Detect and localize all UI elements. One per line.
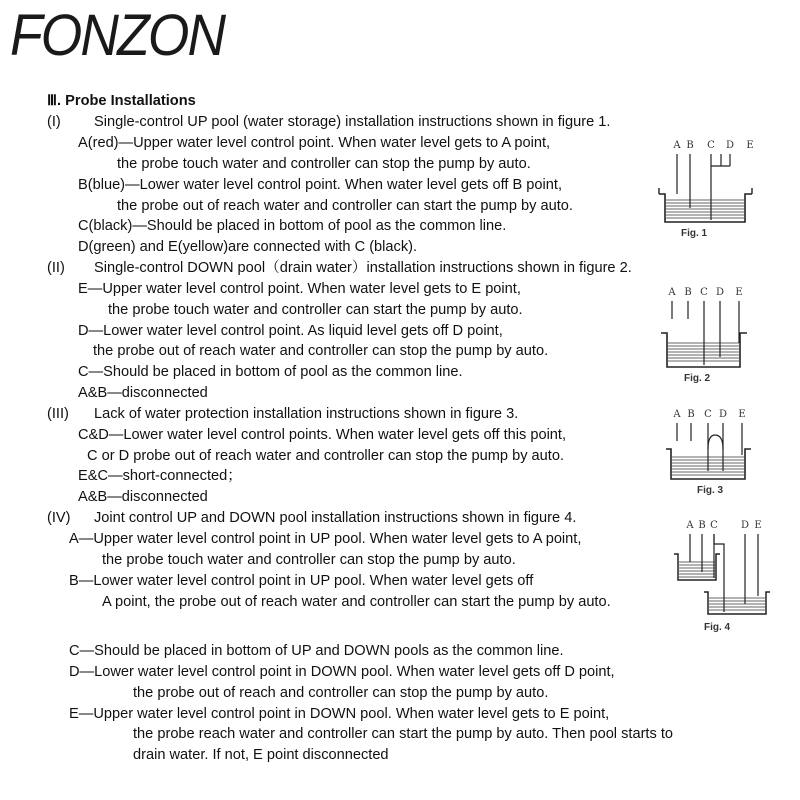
figure-4 (668, 516, 778, 636)
text-line: C or D probe out of reach water and controller can stop the pump by auto. (87, 448, 564, 464)
probe-label: A (673, 409, 681, 420)
text-line: the probe touch water and controller can stop the pump by auto. (102, 552, 516, 568)
down-water-lines (709, 598, 765, 610)
text-line: D—Lower water level control point in DOWN pool. When water level gets off D point, (69, 664, 615, 680)
text-line: B—Lower water level control point in UP pool. When water level gets off (69, 573, 534, 589)
text-line: the probe touch water and controller can start the pump by auto. (108, 302, 523, 318)
text-line: the probe out of reach water and controller can stop the pump by auto. (93, 343, 549, 359)
probe-label: E (754, 520, 762, 531)
probe-label: E (738, 409, 746, 420)
probes (672, 301, 739, 365)
section-number: (III) (47, 406, 69, 422)
probes (677, 154, 730, 220)
text-line: A&B—disconnected (78, 489, 208, 505)
section-number: (II) (47, 260, 65, 276)
section-number: (I) (47, 114, 61, 130)
figure-caption: Fig. 2 (684, 373, 711, 384)
text-line: the probe out of reach and controller can stop the pump by auto. (133, 685, 549, 701)
text-line: E&C—short-connected； (78, 468, 242, 484)
text-line: A&B—disconnected (78, 385, 208, 401)
probe-label: E (735, 287, 743, 298)
text-line: E—Upper water level control point in DOWN pool. When water level gets to E point, (69, 706, 610, 722)
text-line: C(black)—Should be placed in bottom of pool as the common line. (78, 218, 507, 234)
figure-1 (655, 136, 765, 242)
probes (690, 534, 758, 612)
text-line: C&D—Lower water level control points. When water level gets off this point, (78, 427, 567, 443)
text-line: the probe out of reach water and controller can start the pump by auto. (117, 198, 573, 214)
text-line: B(blue)—Lower water level control point. When water level gets off B point, (78, 177, 562, 193)
text-line: drain water. If not, E point disconnected (133, 747, 389, 763)
section-heading: Joint control UP and DOWN pool installation instructions shown in figure 4. (94, 510, 577, 526)
figure-caption: Fig. 1 (681, 228, 708, 239)
section-heading: Single-control UP pool (water storage) installation instructions shown in figure 1. (94, 114, 611, 130)
probe-label: D (715, 287, 725, 298)
text-line: A point, the probe out of reach water and controller can start the pump by auto. (102, 594, 611, 610)
probe-label: D (725, 140, 735, 151)
probe-label: C (704, 409, 712, 420)
probe-label: C (710, 520, 718, 531)
brand-logo: FONZON (10, 3, 225, 68)
text-line: A—Upper water level control point in UP pool. When water level gets to A point, (69, 531, 582, 547)
probe-label: B (686, 140, 694, 151)
figure-2 (660, 283, 760, 389)
section-number: (IV) (47, 510, 71, 526)
probe-label: A (686, 520, 694, 531)
section-heading: Single-control DOWN pool（drain water）installation instructions shown in figure 2. (94, 260, 632, 276)
probe-label: C (707, 140, 715, 151)
section-title: Ⅲ. Probe Installations (47, 93, 196, 109)
probe-label: C (700, 287, 708, 298)
down-pool-outline (704, 592, 770, 614)
tank-rim (659, 188, 752, 194)
up-water-lines (679, 562, 715, 577)
probe-label: D (740, 520, 750, 531)
text-line: the probe reach water and controller can start the pump by auto. Then pool starts to (133, 726, 674, 742)
figure-3 (665, 405, 765, 501)
probe-label: A (673, 140, 681, 151)
text-line: the probe touch water and controller can stop the pump by auto. (117, 156, 531, 172)
probe-label: B (684, 287, 692, 298)
figure-caption: Fig. 4 (704, 622, 731, 633)
probe-label: A (668, 287, 676, 298)
text-line: C—Should be placed in bottom of pool as the common line. (78, 364, 463, 380)
text-line: A(red)—Upper water level control point. When water level gets to A point, (78, 135, 551, 151)
water-lines (666, 200, 744, 218)
figure-caption: Fig. 3 (697, 485, 724, 496)
text-line: D—Lower water level control point. As liquid level gets off D point, (78, 323, 503, 339)
text-line: C—Should be placed in bottom of UP and DOWN pools as the common line. (69, 643, 564, 659)
section-heading: Lack of water protection installation instructions shown in figure 3. (94, 406, 519, 422)
probe-label: B (698, 520, 706, 531)
text-line: D(green) and E(yellow)are connected with C (black). (78, 239, 418, 255)
text-line: E—Upper water level control point. When water level gets to E point, (78, 281, 521, 297)
probe-label: B (687, 409, 695, 420)
probes (677, 423, 742, 471)
up-pool-outline (674, 554, 720, 580)
probe-label: D (718, 409, 728, 420)
probe-label: E (746, 140, 754, 151)
